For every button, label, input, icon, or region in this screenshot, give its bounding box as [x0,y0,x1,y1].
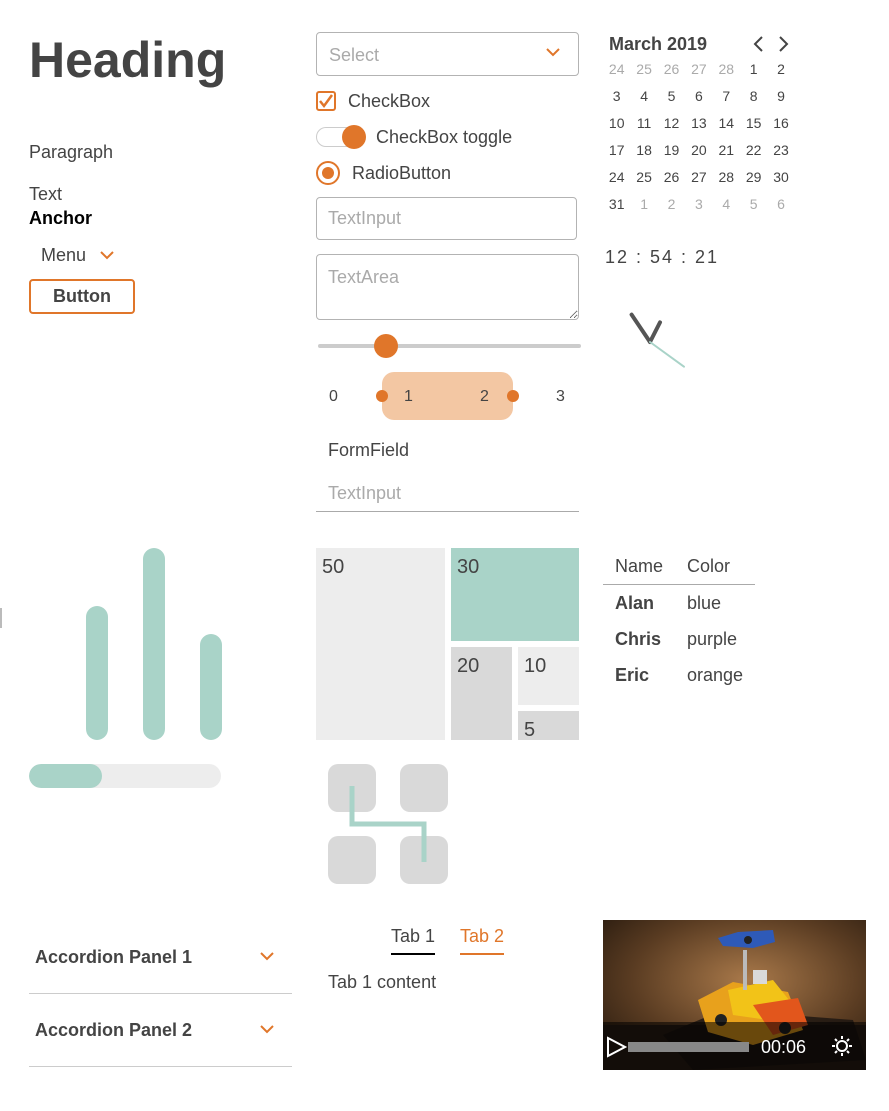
range-selector-band[interactable] [382,372,513,420]
bar [86,606,108,740]
range-label: 1 [404,388,413,405]
calendar-day[interactable]: 27 [691,169,707,185]
calendar-day[interactable]: 9 [777,88,785,104]
chevron-down-icon [260,951,274,961]
calendar-day[interactable]: 25 [636,61,652,77]
slider-thumb[interactable] [374,334,398,358]
checkbox-row[interactable] [316,88,430,114]
range-label: 3 [556,388,565,405]
calendar-day[interactable]: 13 [691,115,707,131]
accordion-panel-label: Accordion Panel 2 [35,1020,193,1040]
video-time: 00:06 [761,1037,807,1057]
text-area[interactable] [316,254,579,320]
calendar-day[interactable]: 19 [663,142,680,158]
calendar-day[interactable]: 28 [718,169,735,185]
table-row [603,585,755,622]
radio-dot [322,167,334,179]
calendar-day[interactable]: 7 [722,88,731,104]
calendar-day[interactable]: 31 [608,196,625,212]
meter-fill [29,764,102,788]
video-controls [603,1022,866,1070]
form-field-input[interactable] [316,476,579,512]
button[interactable]: Button [29,279,135,314]
calendar-day[interactable]: 17 [608,142,625,158]
calendar-day[interactable]: 5 [667,88,676,104]
calendar-day[interactable]: 6 [777,196,785,212]
calendar-day[interactable]: 22 [745,142,762,158]
toggle-knob [342,125,366,149]
clock-minute-hand [632,315,650,342]
table-cell-name: Eric [615,664,650,685]
divider [0,608,2,628]
text: Text [29,184,63,204]
table-cell-color: blue [687,592,722,613]
calendar-day[interactable]: 30 [773,169,789,185]
diagram-node [328,836,376,884]
chevron-down-icon [260,1024,274,1034]
paragraph: Paragraph [29,142,114,162]
calendar-day[interactable]: 28 [718,61,735,77]
range-label: 2 [480,388,489,405]
table-header: Name [603,548,675,585]
calendar-day[interactable]: 21 [718,142,735,158]
accordion-panel-1[interactable] [29,921,292,994]
calendar-day[interactable]: 26 [663,169,680,185]
radio-label: RadioButton [352,162,452,183]
digital-clock: 12 : 54 : 21 [605,247,720,267]
calendar-grid [603,56,795,218]
calendar-day[interactable]: 15 [745,115,762,131]
calendar-title: March 2019 [609,34,708,54]
video-scrubber[interactable] [628,1042,749,1052]
range-label: 0 [329,388,338,405]
analog-clock [610,290,700,380]
bar [143,548,165,740]
calendar-day[interactable]: 14 [718,115,735,131]
chevron-left-icon[interactable] [750,34,768,54]
calendar-day[interactable]: 3 [612,88,621,104]
treemap-chart [316,548,579,740]
calendar-day[interactable]: 23 [773,142,789,158]
accordion-panel-label: Accordion Panel 1 [35,947,193,967]
treemap-tile: 10 [518,647,579,705]
checkbox-label: CheckBox [348,90,431,111]
text-input[interactable] [316,197,577,240]
select-placeholder: Select [329,45,380,65]
bar [200,634,222,740]
slider-track[interactable] [318,344,581,348]
accordion-panel-2[interactable] [29,994,292,1067]
treemap-tile: 30 [451,548,579,641]
chevron-down-icon [546,47,560,57]
calendar-day[interactable]: 1 [640,196,648,212]
calendar-day[interactable]: 1 [749,61,758,77]
toggle-label: CheckBox toggle [376,126,513,147]
calendar-day[interactable]: 16 [773,115,789,131]
table-cell-color: purple [687,628,738,649]
diagram [326,762,450,886]
play-icon[interactable] [605,1036,627,1058]
tab-content: Tab 1 content [328,972,437,992]
calendar-day[interactable]: 12 [663,115,680,131]
diagram-node [400,764,448,812]
select-dropdown[interactable] [316,32,579,76]
chevron-down-icon [100,250,114,260]
range-lower-handle[interactable] [376,390,388,402]
calendar-day[interactable]: 11 [636,115,652,131]
settings-icon[interactable] [831,1035,853,1057]
table-row [603,657,755,693]
treemap-tile: 5 [518,711,579,740]
menu-button[interactable] [29,240,114,270]
calendar-day[interactable]: 29 [745,169,762,185]
video-player[interactable] [603,920,866,1070]
chevron-right-icon[interactable] [774,34,792,54]
calendar-day[interactable]: 6 [694,88,703,104]
radio-row[interactable] [316,160,451,186]
check-icon [318,93,334,109]
calendar-day[interactable]: 2 [667,196,676,212]
range-upper-handle[interactable] [507,390,519,402]
tab-1[interactable]: Tab 1 [391,926,435,955]
calendar-day[interactable]: 4 [722,196,731,212]
clock-second-hand [650,342,684,367]
calendar-day[interactable]: 26 [663,61,680,77]
radio-button[interactable] [316,161,340,185]
checkbox-toggle[interactable] [316,125,364,149]
calendar-day[interactable]: 27 [691,61,707,77]
table-cell-name: Chris [615,628,662,649]
data-table [603,548,755,693]
calendar-day[interactable]: 10 [608,115,625,131]
table-header-row [603,548,755,585]
table-cell-name: Alan [615,592,655,613]
calendar-day[interactable]: 24 [608,169,625,185]
calendar-day[interactable]: 20 [691,142,707,158]
calendar-day[interactable]: 8 [749,88,758,104]
menu-label: Menu [41,244,87,265]
tab-2[interactable]: Tab 2 [460,926,504,955]
calendar-day[interactable]: 5 [749,196,758,212]
form-field-label: FormField [328,440,410,460]
bar-chart [86,548,226,740]
calendar-day[interactable]: 3 [694,196,703,212]
treemap-tile: 50 [316,548,445,740]
checkbox[interactable] [316,91,336,111]
meter [29,764,221,788]
anchor-link[interactable]: Anchor [29,208,92,228]
table-header: Color [675,548,755,585]
table-row [603,621,755,657]
clock-hour-hand [650,322,660,342]
calendar-day[interactable]: 18 [636,142,652,158]
table-cell-color: orange [687,664,744,685]
page-heading: Heading [29,32,227,88]
treemap-tile: 20 [451,647,512,740]
calendar-day[interactable]: 25 [636,169,652,185]
calendar-day[interactable]: 4 [640,88,648,104]
calendar-day[interactable]: 24 [608,61,625,77]
toggle-row[interactable] [316,124,512,150]
calendar-day[interactable]: 2 [777,61,785,77]
